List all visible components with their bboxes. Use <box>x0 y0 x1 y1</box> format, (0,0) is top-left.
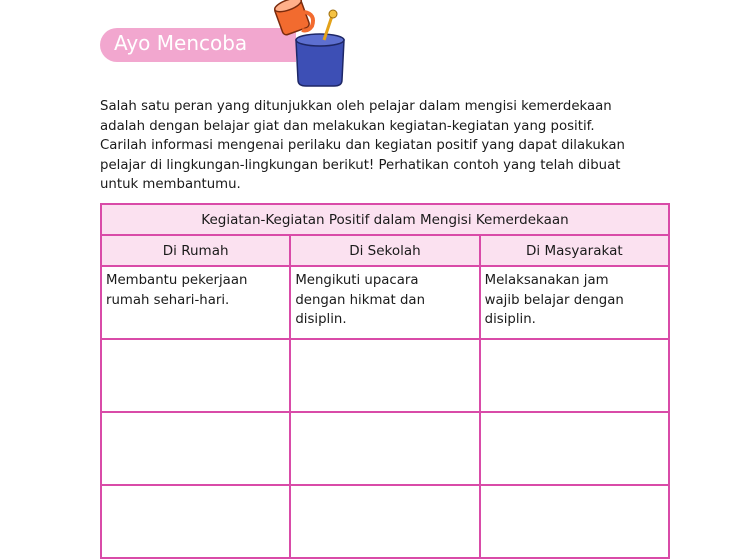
empty-cell[interactable] <box>290 485 479 558</box>
intro-paragraph <box>100 97 670 195</box>
empty-cell[interactable] <box>101 412 290 485</box>
empty-cell[interactable] <box>480 485 669 558</box>
empty-cell[interactable] <box>101 339 290 412</box>
section-title: Ayo Mencoba <box>114 31 248 55</box>
column-header-community: Di Masyarakat <box>480 235 669 266</box>
example-cell-school: Mengikuti upacara dengan hikmat dan disiplin. <box>290 266 479 339</box>
empty-cell[interactable] <box>101 485 290 558</box>
section-banner <box>100 28 296 62</box>
empty-cell[interactable] <box>290 339 479 412</box>
empty-cell[interactable] <box>480 412 669 485</box>
intro-line: untuk membantumu. <box>100 177 241 192</box>
column-header-home: Di Rumah <box>101 235 290 266</box>
table-row-empty <box>101 339 669 412</box>
table-row-empty <box>101 412 669 485</box>
table-caption: Kegiatan-Kegiatan Positif dalam Mengisi Kemerdekaan <box>101 204 669 235</box>
mug-icon <box>273 0 313 36</box>
intro-line: Carilah informasi mengenai perilaku dan kegiatan positif yang dapat dilakukan <box>100 138 625 153</box>
intro-line: adalah dengan belajar giat dan melakukan kegiatan-kegiatan yang positif. <box>100 118 595 134</box>
table-row-example <box>101 266 669 339</box>
empty-cell[interactable] <box>480 339 669 412</box>
intro-line: pelajar di lingkungan-lingkungan berikut! Perhatikan contoh yang telah dibuat <box>100 157 621 173</box>
column-header-school: Di Sekolah <box>290 235 479 266</box>
example-cell-home: Membantu pekerjaan rumah sehari-hari. <box>101 266 290 339</box>
example-cell-community: Melaksanakan jam wajib belajar dengan disiplin. <box>480 266 669 339</box>
empty-cell[interactable] <box>290 412 479 485</box>
mug-and-cup-illustration <box>270 0 350 88</box>
table-row-empty <box>101 485 669 558</box>
intro-line: Salah satu peran yang ditunjukkan oleh pelajar dalam mengisi kemerdekaan <box>100 99 612 114</box>
activities-table <box>100 203 670 559</box>
